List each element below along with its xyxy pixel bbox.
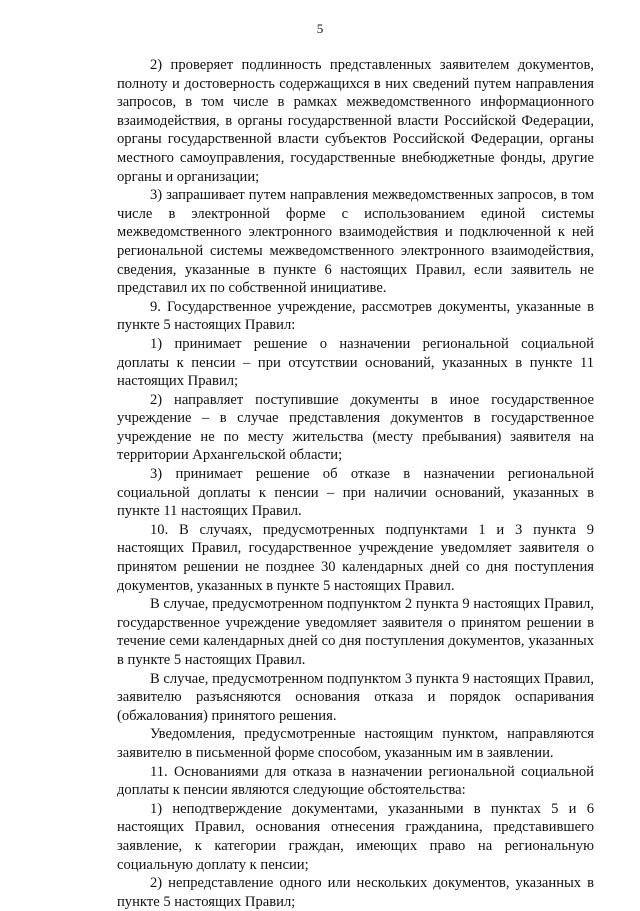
page-number: 5 bbox=[316, 21, 324, 36]
paragraph-11-item-2: 2) непредставление одного или нескольких документов, указанных в пункте 5 настоящих Правил; bbox=[117, 875, 594, 910]
paragraph-10-case-2: В случае, предусмотренном подпунктом 2 пункта 9 настоящих Правил, государственное учреждение уведомляет заявителя о принятом решении в течение семи календарных дней со дня поступления документов, указанных в пункте 5 настоящих Правил. bbox=[117, 596, 594, 668]
paragraph-section-9: 9. Государственное учреждение, рассмотрев документы, указанные в пункте 5 настоящих Правил: bbox=[117, 298, 594, 334]
paragraph-9-item-2: 2) направляет поступившие документы в иное государственное учреждение – в случае представления документов в государственное учреждение не по месту жительства (месту пребывания) заявителя на территории Архангельской области; bbox=[117, 391, 594, 464]
paragraph-11-item-1: 1) неподтверждение документами, указанными в пунктах 5 и 6 настоящих Правил, основания отнесения гражданина, представившего заявление, к категории граждан, имеющих право на региональную социальную доплату к пенсии; bbox=[117, 800, 594, 873]
paragraph-9-item-3: 3) принимает решение об отказе в назначении региональной социальной доплаты к пенсии – при наличии оснований, указанных в пункте 11 настоящих Правил. bbox=[117, 466, 594, 520]
paragraph-section-10: 10. В случаях, предусмотренных подпунктами 1 и 3 пункта 9 настоящих Правил, государственное учреждение уведомляет заявителя о принятом решении не позднее 30 календарных дней со дня поступления документов, указанных в пункте 5 настоящих Правил. bbox=[117, 521, 594, 594]
paragraph-section-11: 11. Основаниями для отказа в назначении региональной социальной доплаты к пенсии являются следующие обстоятельства: bbox=[117, 763, 594, 799]
paragraph-10-notifications: Уведомления, предусмотренные настоящим пунктом, направляются заявителю в письменной форме способом, указанным им в заявлении. bbox=[117, 726, 594, 761]
paragraph-item-2-verification: 2) проверяет подлинность представленных заявителем документов, полноту и достоверность содержащихся в них сведений путем направления запросов, в том числе в рамках межведомственного информационного взаимодействия, в органы государственной власти Российской Федерации, органы государственной власти субъектов Российской Федерации, органы местного самоуправления, государственные внебюджетные фонды, другие органы и организации; bbox=[117, 57, 594, 185]
document-body bbox=[117, 56, 594, 911]
paragraph-10-case-3: В случае, предусмотренном подпунктом 3 пункта 9 настоящих Правил, заявителю разъясняются основания отказа и порядок оспаривания (обжалования) принятого решения. bbox=[117, 670, 594, 724]
paragraph-9-item-1: 1) принимает решение о назначении региональной социальной доплаты к пенсии – при отсутствии оснований, указанных в пункте 11 настоящих Правил; bbox=[117, 335, 594, 390]
paragraph-item-3-requests: 3) запрашивает путем направления межведомственных запросов, в том числе в электронной форме с использованием единой системы межведомственного электронного взаимодействия и подключенной к ней региональной системы межведомственного электронного взаимодействия, сведения, указанные в пункте 6 настоящих Правил, если заявитель не представил их по собственной инициативе. bbox=[117, 187, 594, 297]
